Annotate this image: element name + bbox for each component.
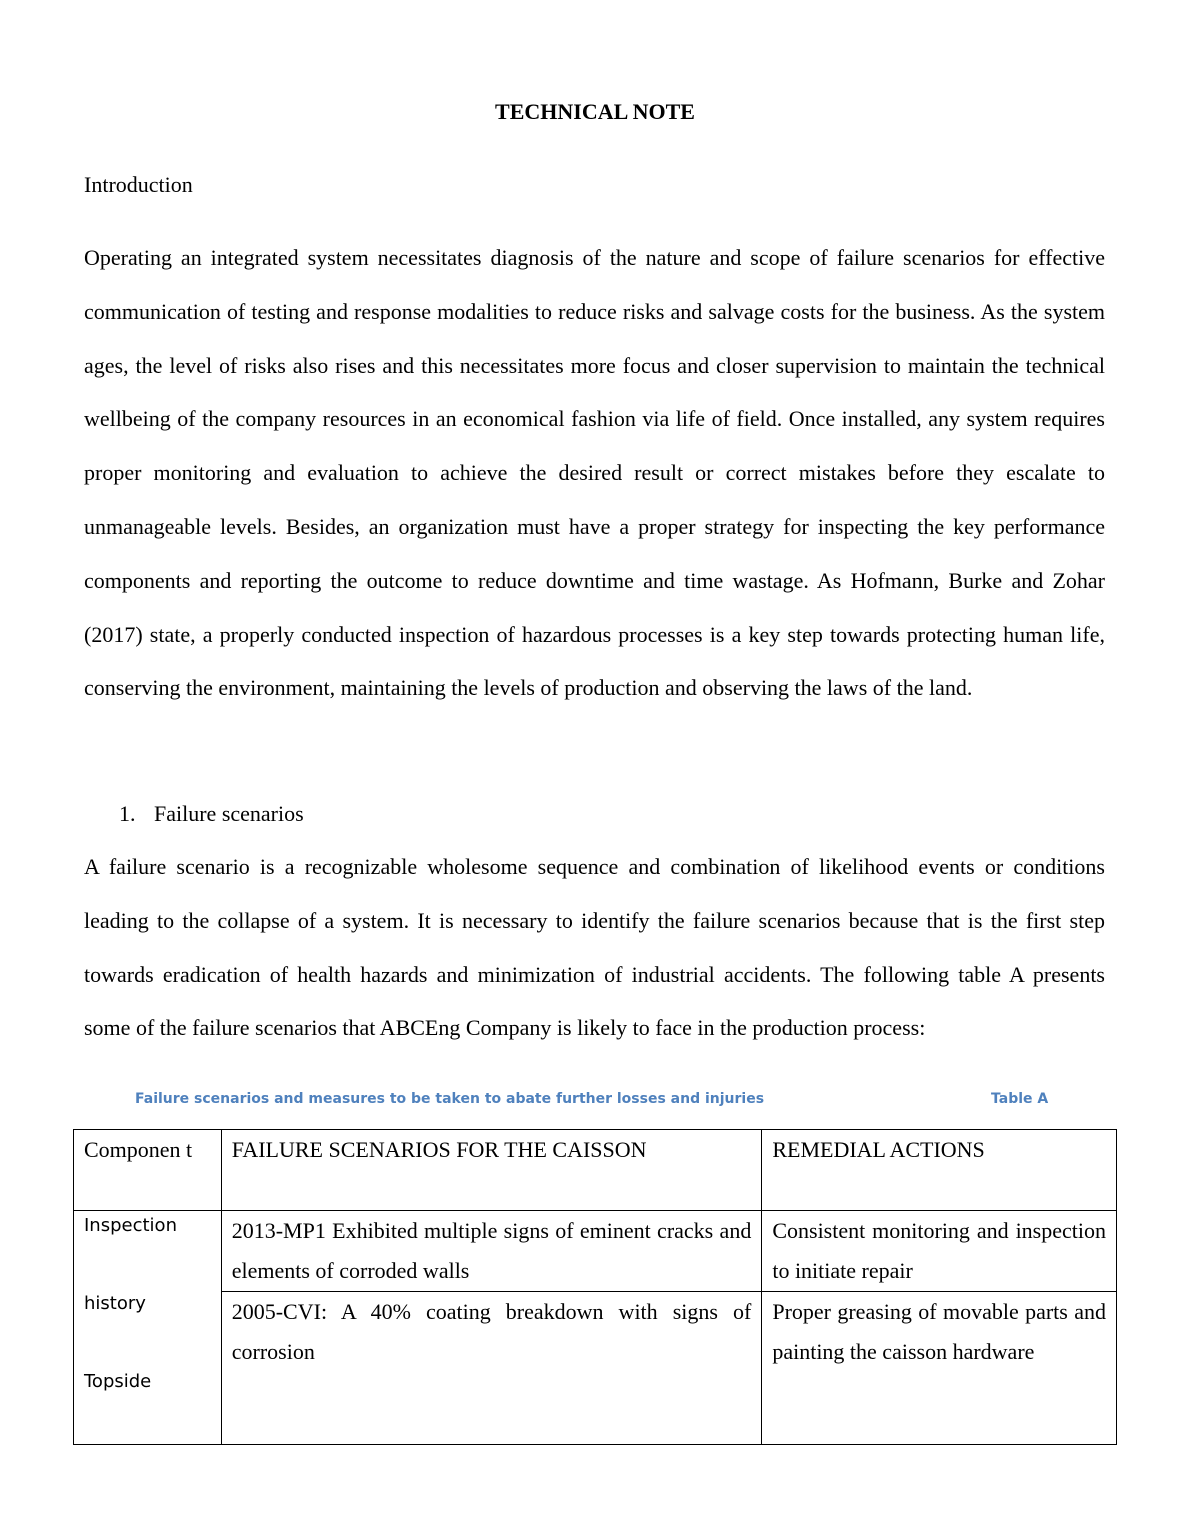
table-row xyxy=(74,1292,1117,1445)
action-cell: Proper greasing of movable parts and painting the caisson hardware xyxy=(762,1292,1117,1445)
header-failure-scenarios: FAILURE SCENARIOS FOR THE CAISSON xyxy=(221,1130,762,1211)
scenario-cell: 2013-MP1 Exhibited multiple signs of eminent cracks and elements of corroded walls xyxy=(221,1211,762,1292)
section-heading-text: Failure scenarios xyxy=(154,801,304,826)
scenario-cell: 2005-CVI: A 40% coating breakdown with signs of corrosion xyxy=(221,1292,762,1445)
table-label: Table A xyxy=(991,1091,1049,1107)
action-cell: Consistent monitoring and inspection to initiate repair xyxy=(762,1211,1117,1292)
component-cell xyxy=(74,1211,222,1445)
section-heading-failure-scenarios xyxy=(119,800,304,828)
introduction-paragraph: Operating an integrated system necessitates diagnosis of the nature and scope of failure scenarios for effective communication of testing and response modalities to reduce risks and salvage costs for the business. As the system ages, the level of risks also rises and this necessitates more focus and closer supervision to maintain the technical wellbeing of the company resources in an economical fashion via life of field. Once installed, any system requires proper monitoring and evaluation to achieve the desired result or correct mistakes before they escalate to unmanageable levels. Besides, an organization must have a proper strategy for inspecting the key performance components and reporting the outcome to reduce downtime and time wastage. As Hofmann, Burke and Zohar (2017) state, a properly conducted inspection of hazardous processes is a key step towards protecting human life, conserving the environment, maintaining the levels of production and observing the laws of the land. xyxy=(84,245,1105,701)
component-word: history xyxy=(84,1293,146,1314)
header-component: Componen t xyxy=(74,1130,222,1211)
section-number: 1. xyxy=(119,801,136,826)
table-caption: Failure scenarios and measures to be taken to abate further losses and injuries xyxy=(135,1091,765,1107)
table-row xyxy=(74,1211,1117,1292)
document-title: TECHNICAL NOTE xyxy=(495,99,695,124)
introduction-heading: Introduction xyxy=(84,172,193,197)
failure-scenarios-table xyxy=(73,1129,1117,1445)
header-remedial-actions: REMEDIAL ACTIONS xyxy=(762,1130,1117,1211)
component-word: Inspection xyxy=(84,1215,177,1236)
table-header-row xyxy=(74,1130,1117,1211)
component-word: Topside xyxy=(84,1371,152,1392)
failure-scenarios-paragraph: A failure scenario is a recognizable wholesome sequence and combination of likelihood events or conditions leading to the collapse of a system. It is necessary to identify the failure scenarios because that is the first step towards eradication of health hazards and minimization of industrial accidents. The following table A presents some of the failure scenarios that ABCEng Company is likely to face in the production process: xyxy=(84,854,1105,1041)
